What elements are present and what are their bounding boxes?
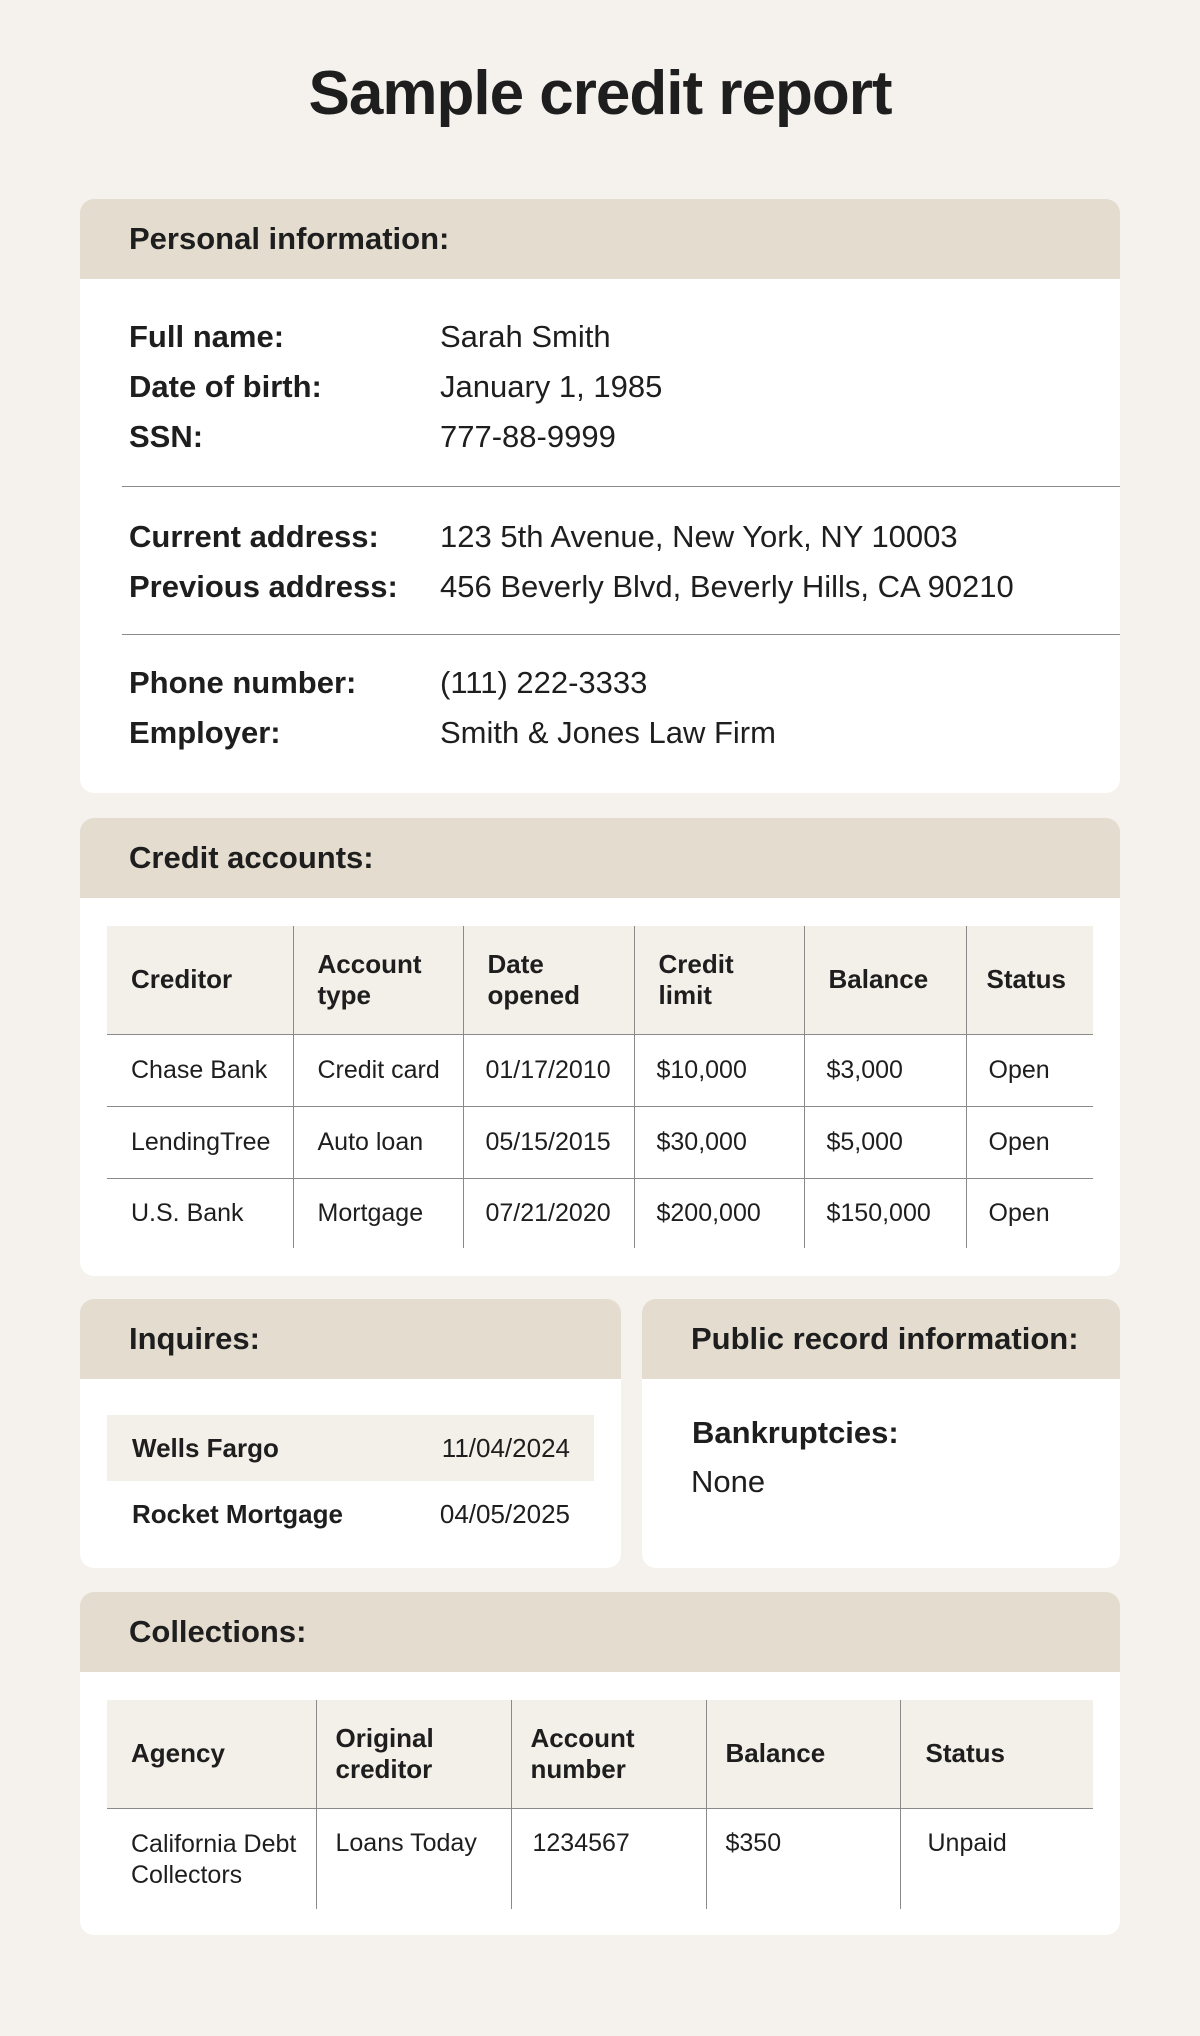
table-cell: U.S. Bank (107, 1178, 293, 1248)
kv-label: Employer: (129, 715, 281, 750)
table-cell: $350 (706, 1808, 900, 1909)
bankruptcies-value: None (691, 1464, 766, 1499)
kv-label: Phone number: (129, 665, 357, 700)
page-title: Sample credit report (308, 59, 892, 128)
kv-value: (111) 222-3333 (440, 665, 648, 700)
table-cell: 1234567 (511, 1808, 706, 1909)
kv-label: Date of birth: (129, 369, 322, 404)
kv-row (129, 708, 1120, 758)
kv-value: Sarah Smith (440, 319, 611, 354)
column-header-label: Account type (317, 948, 422, 1010)
personal-information-heading: Personal information: (80, 199, 1120, 279)
table-header-row (107, 1700, 1093, 1808)
column-header-account-type (293, 926, 463, 1034)
table-cell: $3,000 (804, 1034, 966, 1106)
kv-value: 777-88-9999 (440, 419, 616, 454)
table-cell: $5,000 (804, 1106, 966, 1178)
kv-row (129, 658, 1120, 708)
table-cell: Open (966, 1106, 1093, 1178)
inquiry-creditor: Wells Fargo (132, 1432, 279, 1463)
personal-information-card (80, 199, 1120, 793)
column-header-account-number (511, 1700, 706, 1808)
column-header-agency: Agency (107, 1700, 316, 1808)
table-cell: 05/15/2015 (463, 1106, 634, 1178)
table-cell: 07/21/2020 (463, 1178, 634, 1248)
collections-heading: Collections: (80, 1592, 1120, 1672)
table-cell: Loans Today (316, 1808, 511, 1909)
kv-value: Smith & Jones Law Firm (440, 715, 776, 750)
table-cell: 01/17/2010 (463, 1034, 634, 1106)
table-cell: LendingTree (107, 1106, 293, 1178)
column-header-balance: Balance (804, 926, 966, 1034)
contact-group (129, 658, 1120, 758)
identity-group (129, 312, 1120, 462)
kv-label: Previous address: (129, 569, 398, 604)
table-cell: $10,000 (634, 1034, 804, 1106)
kv-value: January 1, 1985 (440, 369, 663, 404)
inquiry-date: 11/04/2024 (441, 1432, 570, 1463)
kv-row (129, 312, 1120, 362)
inquiries-card (80, 1299, 621, 1568)
bankruptcies-label: Bankruptcies: (692, 1415, 899, 1450)
kv-label: Current address: (129, 519, 379, 554)
column-header-status: Status (966, 926, 1093, 1034)
section-divider (122, 634, 1120, 635)
section-divider (122, 486, 1120, 487)
collections-card (80, 1592, 1120, 1935)
inquiry-date: 04/05/2025 (439, 1498, 570, 1529)
table-cell: Credit card (293, 1034, 463, 1106)
kv-row (129, 362, 1120, 412)
address-group (129, 512, 1120, 612)
column-header-original-creditor (316, 1700, 511, 1808)
kv-row (129, 512, 1120, 562)
credit-accounts-table (107, 926, 1093, 1248)
table-cell: Mortgage (293, 1178, 463, 1248)
inquiry-row (107, 1415, 594, 1481)
table-cell: Unpaid (900, 1808, 1093, 1909)
table-row (107, 1106, 1093, 1178)
public-record-card (642, 1299, 1120, 1568)
table-cell: Open (966, 1178, 1093, 1248)
collections-table (107, 1700, 1093, 1909)
inquiries-heading: Inquires: (80, 1299, 621, 1379)
kv-row (129, 412, 1120, 462)
credit-accounts-heading: Credit accounts: (80, 818, 1120, 898)
kv-value: 456 Beverly Blvd, Beverly Hills, CA 90210 (440, 569, 1014, 604)
column-header-label: Account number (530, 1722, 635, 1784)
public-record-heading: Public record information: (642, 1299, 1120, 1379)
table-cell: $30,000 (634, 1106, 804, 1178)
agency-name: California Debt Collectors (131, 1829, 297, 1889)
table-row (107, 1178, 1093, 1248)
table-cell: $150,000 (804, 1178, 966, 1248)
inquiry-row (107, 1481, 594, 1547)
inquiry-creditor: Rocket Mortgage (132, 1498, 343, 1529)
column-header-creditor: Creditor (107, 926, 293, 1034)
column-header-status: Status (900, 1700, 1093, 1808)
table-cell (107, 1808, 316, 1909)
table-cell: Auto loan (293, 1106, 463, 1178)
kv-value: 123 5th Avenue, New York, NY 10003 (440, 519, 958, 554)
table-row (107, 1808, 1093, 1909)
kv-label: SSN: (129, 419, 204, 454)
table-row (107, 1034, 1093, 1106)
column-header-label: Original creditor (335, 1722, 434, 1784)
kv-row (129, 562, 1120, 612)
column-header-balance: Balance (706, 1700, 900, 1808)
table-header-row (107, 926, 1093, 1034)
column-header-label: Date opened (487, 948, 580, 1010)
column-header-label: Credit limit (658, 948, 734, 1010)
column-header-credit-limit (634, 926, 804, 1034)
credit-accounts-card (80, 818, 1120, 1276)
table-cell: Chase Bank (131, 1055, 268, 1084)
table-cell: $200,000 (634, 1178, 804, 1248)
kv-label: Full name: (129, 319, 285, 354)
table-cell: Open (966, 1034, 1093, 1106)
column-header-date-opened (463, 926, 634, 1034)
